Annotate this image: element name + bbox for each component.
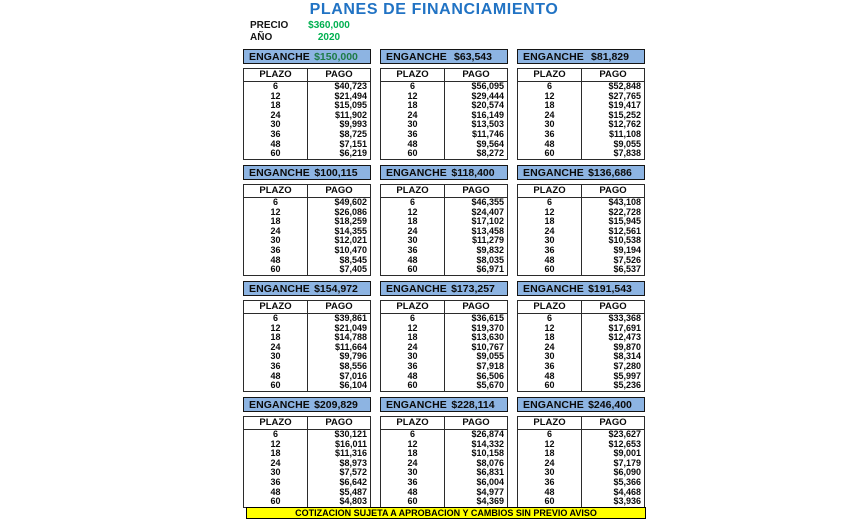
pago-cell: $9,993 bbox=[339, 119, 367, 130]
plazo-cell: 18 bbox=[381, 449, 445, 459]
plan-table bbox=[243, 300, 371, 392]
pago-cell: $13,630 bbox=[471, 332, 504, 343]
pago-cell: $5,487 bbox=[339, 486, 367, 497]
plan-table bbox=[517, 184, 645, 276]
table-row bbox=[381, 497, 507, 507]
enganche-value: $191,543 bbox=[588, 282, 632, 295]
pago-cell: $15,252 bbox=[608, 109, 641, 120]
pago-cell: $7,280 bbox=[613, 360, 641, 371]
pago-cell: $5,670 bbox=[476, 380, 504, 391]
pago-cell: $8,973 bbox=[339, 457, 367, 468]
pago-cell: $10,767 bbox=[471, 341, 504, 352]
plazo-cell: 60 bbox=[518, 265, 582, 275]
plazo-cell: 30 bbox=[381, 120, 445, 130]
pago-cell: $8,725 bbox=[339, 128, 367, 139]
plazo-cell: 18 bbox=[381, 217, 445, 227]
plazo-cell: 48 bbox=[381, 140, 445, 150]
plazo-cell: 12 bbox=[244, 208, 308, 218]
plazo-cell: 12 bbox=[381, 208, 445, 218]
pago-cell: $7,526 bbox=[613, 254, 641, 265]
pago-cell: $9,870 bbox=[613, 341, 641, 352]
pago-cell: $39,861 bbox=[334, 313, 367, 323]
enganche-header bbox=[517, 281, 645, 296]
plazo-cell: 48 bbox=[381, 372, 445, 382]
plazo-cell: 60 bbox=[518, 381, 582, 391]
plan-block bbox=[243, 397, 371, 508]
plazo-cell: 36 bbox=[518, 130, 582, 140]
enganche-value: $228,114 bbox=[451, 398, 495, 411]
pago-cell: $18,259 bbox=[334, 216, 367, 227]
pago-cell: $7,405 bbox=[339, 264, 367, 275]
plan-table bbox=[243, 184, 371, 276]
pago-column-header: PAGO bbox=[462, 301, 490, 312]
pago-cell: $26,086 bbox=[334, 206, 367, 217]
pago-cell: $11,108 bbox=[608, 128, 641, 139]
plazo-cell: 30 bbox=[244, 352, 308, 362]
pago-cell: $7,016 bbox=[339, 370, 367, 381]
enganche-header bbox=[380, 281, 508, 296]
pago-column-header: PAGO bbox=[462, 417, 490, 428]
pago-cell: $13,458 bbox=[471, 225, 504, 236]
plan-block bbox=[380, 281, 508, 392]
pago-cell: $3,936 bbox=[613, 496, 641, 507]
precio-value: $360,000 bbox=[308, 20, 350, 31]
pago-cell: $9,055 bbox=[613, 138, 641, 149]
plazo-cell: 24 bbox=[381, 227, 445, 237]
pago-cell: $26,874 bbox=[471, 429, 504, 439]
plazo-cell: 6 bbox=[518, 198, 582, 208]
anio-row bbox=[250, 32, 358, 44]
pago-cell: $9,001 bbox=[613, 448, 641, 459]
enganche-label: ENGANCHE bbox=[249, 282, 310, 295]
pago-cell: $6,104 bbox=[339, 380, 367, 391]
plazo-cell: 36 bbox=[518, 362, 582, 372]
pago-cell: $52,848 bbox=[608, 81, 641, 91]
plazo-column-header: PLAZO bbox=[381, 69, 445, 81]
plan-block bbox=[243, 49, 371, 160]
plazo-cell: 6 bbox=[244, 82, 308, 92]
plazo-column-header: PLAZO bbox=[381, 301, 445, 313]
plazo-cell: 6 bbox=[244, 430, 308, 440]
plan-block bbox=[243, 281, 371, 392]
pago-cell: $11,664 bbox=[334, 341, 367, 352]
plazo-cell: 30 bbox=[381, 352, 445, 362]
enganche-header bbox=[517, 49, 645, 64]
table-row bbox=[518, 149, 644, 159]
plazo-cell: 48 bbox=[381, 488, 445, 498]
plazo-cell: 18 bbox=[518, 449, 582, 459]
precio-row bbox=[250, 20, 358, 32]
enganche-label: ENGANCHE bbox=[386, 398, 447, 411]
plazo-cell: 60 bbox=[244, 149, 308, 159]
pago-cell: $5,366 bbox=[613, 476, 641, 487]
pago-cell: $20,574 bbox=[471, 100, 504, 111]
plazo-cell: 6 bbox=[381, 198, 445, 208]
pago-cell: $6,004 bbox=[476, 476, 504, 487]
plazo-column-header: PLAZO bbox=[518, 301, 582, 313]
pago-cell: $49,602 bbox=[334, 197, 367, 207]
enganche-label: ENGANCHE bbox=[249, 50, 310, 63]
plazo-cell: 12 bbox=[381, 440, 445, 450]
plazo-cell: 24 bbox=[381, 111, 445, 121]
pago-cell: $12,653 bbox=[608, 438, 641, 449]
plazo-cell: 60 bbox=[518, 149, 582, 159]
plazo-cell: 24 bbox=[244, 111, 308, 121]
enganche-label: ENGANCHE bbox=[523, 282, 584, 295]
plan-block bbox=[380, 397, 508, 508]
plazo-cell: 60 bbox=[518, 497, 582, 507]
pago-cell: $16,149 bbox=[471, 109, 504, 120]
pago-cell: $9,796 bbox=[339, 351, 367, 362]
plazo-cell: 12 bbox=[518, 208, 582, 218]
plan-block bbox=[380, 49, 508, 160]
pago-column-header: PAGO bbox=[325, 185, 353, 196]
plazo-cell: 18 bbox=[518, 101, 582, 111]
plazo-column-header: PLAZO bbox=[518, 185, 582, 197]
enganche-label: ENGANCHE bbox=[523, 50, 584, 63]
plazo-cell: 6 bbox=[381, 82, 445, 92]
plazo-cell: 48 bbox=[244, 256, 308, 266]
enganche-header bbox=[517, 397, 645, 412]
plazo-cell: 36 bbox=[244, 130, 308, 140]
plazo-cell: 6 bbox=[518, 430, 582, 440]
table-row bbox=[518, 265, 644, 275]
pago-cell: $27,765 bbox=[608, 90, 641, 101]
enganche-value: $100,115 bbox=[314, 166, 358, 179]
pago-cell: $6,219 bbox=[339, 148, 367, 159]
plazo-cell: 36 bbox=[381, 246, 445, 256]
plazo-cell: 30 bbox=[381, 236, 445, 246]
enganche-header bbox=[380, 165, 508, 180]
plazo-cell: 48 bbox=[244, 488, 308, 498]
pago-cell: $43,108 bbox=[608, 197, 641, 207]
pago-cell: $17,691 bbox=[608, 322, 641, 333]
pago-cell: $11,902 bbox=[334, 109, 367, 120]
table-row bbox=[381, 381, 507, 391]
pago-cell: $12,762 bbox=[608, 119, 641, 130]
pago-column-header: PAGO bbox=[599, 417, 627, 428]
plazo-cell: 18 bbox=[518, 333, 582, 343]
plazo-cell: 24 bbox=[381, 459, 445, 469]
pago-cell: $7,838 bbox=[613, 148, 641, 159]
plazo-cell: 60 bbox=[381, 149, 445, 159]
pago-cell: $19,370 bbox=[471, 322, 504, 333]
plazo-cell: 48 bbox=[244, 372, 308, 382]
plazo-column-header: PLAZO bbox=[244, 69, 308, 81]
plazo-cell: 30 bbox=[244, 236, 308, 246]
plazo-cell: 18 bbox=[518, 217, 582, 227]
pago-cell: $23,627 bbox=[608, 429, 641, 439]
plazo-column-header: PLAZO bbox=[381, 185, 445, 197]
plazo-cell: 60 bbox=[244, 381, 308, 391]
pago-cell: $29,444 bbox=[471, 90, 504, 101]
plan-table bbox=[517, 416, 645, 508]
pago-cell: $8,556 bbox=[339, 360, 367, 371]
pago-cell: $12,473 bbox=[608, 332, 641, 343]
plazo-cell: 30 bbox=[518, 352, 582, 362]
pago-column-header: PAGO bbox=[599, 301, 627, 312]
pago-cell: $4,803 bbox=[339, 496, 367, 507]
plan-block bbox=[517, 165, 645, 276]
plazo-cell: 6 bbox=[518, 314, 582, 324]
plazo-cell: 48 bbox=[244, 140, 308, 150]
pago-column-header: PAGO bbox=[325, 69, 353, 80]
enganche-header bbox=[243, 165, 371, 180]
plazo-cell: 24 bbox=[518, 227, 582, 237]
plazo-cell: 18 bbox=[244, 449, 308, 459]
pago-cell: $14,332 bbox=[471, 438, 504, 449]
plan-block bbox=[243, 165, 371, 276]
plazo-column-header: PLAZO bbox=[381, 417, 445, 429]
pago-cell: $8,272 bbox=[476, 148, 504, 159]
pago-cell: $36,615 bbox=[471, 313, 504, 323]
plazo-cell: 24 bbox=[518, 459, 582, 469]
enganche-label: ENGANCHE bbox=[386, 166, 447, 179]
pago-cell: $30,121 bbox=[334, 429, 367, 439]
price-info bbox=[250, 20, 358, 44]
plazo-column-header: PLAZO bbox=[518, 69, 582, 81]
enganche-header bbox=[243, 49, 371, 64]
plazo-cell: 12 bbox=[518, 440, 582, 450]
plazo-cell: 30 bbox=[518, 468, 582, 478]
plazo-cell: 48 bbox=[518, 488, 582, 498]
plazo-cell: 36 bbox=[244, 246, 308, 256]
pago-cell: $6,506 bbox=[476, 370, 504, 381]
plazo-cell: 36 bbox=[381, 130, 445, 140]
plazo-cell: 6 bbox=[518, 82, 582, 92]
plazo-cell: 60 bbox=[381, 265, 445, 275]
pago-cell: $4,977 bbox=[476, 486, 504, 497]
plazo-cell: 12 bbox=[518, 324, 582, 334]
enganche-value: $173,257 bbox=[451, 282, 495, 295]
enganche-label: ENGANCHE bbox=[523, 166, 584, 179]
enganche-value: $136,686 bbox=[588, 166, 632, 179]
plazo-cell: 6 bbox=[381, 430, 445, 440]
plazo-cell: 30 bbox=[518, 236, 582, 246]
plazo-cell: 36 bbox=[518, 246, 582, 256]
pago-cell: $11,316 bbox=[334, 448, 367, 459]
plazo-cell: 60 bbox=[244, 265, 308, 275]
plan-table bbox=[380, 416, 508, 508]
plazo-cell: 60 bbox=[381, 381, 445, 391]
enganche-value: $63,543 bbox=[454, 50, 492, 63]
pago-cell: $7,179 bbox=[613, 457, 641, 468]
plan-table bbox=[243, 416, 371, 508]
plazo-cell: 18 bbox=[244, 101, 308, 111]
plazo-cell: 12 bbox=[381, 92, 445, 102]
plazo-cell: 36 bbox=[244, 478, 308, 488]
footer-notice: COTIZACION SUJETA A APROBACION Y CAMBIOS SIN PREVIO AVISO bbox=[246, 507, 646, 519]
pago-cell: $14,788 bbox=[334, 332, 367, 343]
pago-column-header: PAGO bbox=[325, 301, 353, 312]
plazo-cell: 36 bbox=[518, 478, 582, 488]
plazo-cell: 24 bbox=[518, 343, 582, 353]
plazo-cell: 30 bbox=[244, 468, 308, 478]
plazo-cell: 48 bbox=[381, 256, 445, 266]
pago-column-header: PAGO bbox=[599, 69, 627, 80]
pago-cell: $7,572 bbox=[339, 467, 367, 478]
table-row bbox=[518, 381, 644, 391]
pago-cell: $6,831 bbox=[476, 467, 504, 478]
plazo-cell: 12 bbox=[244, 324, 308, 334]
table-row bbox=[244, 265, 370, 275]
pago-column-header: PAGO bbox=[599, 185, 627, 196]
pago-cell: $40,723 bbox=[334, 81, 367, 91]
plazo-cell: 18 bbox=[381, 101, 445, 111]
enganche-label: ENGANCHE bbox=[386, 50, 447, 63]
pago-cell: $15,095 bbox=[334, 100, 367, 111]
enganche-header bbox=[380, 49, 508, 64]
plazo-cell: 36 bbox=[381, 362, 445, 372]
pago-cell: $21,049 bbox=[334, 322, 367, 333]
plan-table bbox=[380, 184, 508, 276]
pago-cell: $56,095 bbox=[471, 81, 504, 91]
precio-label: PRECIO bbox=[250, 20, 289, 31]
table-row bbox=[381, 149, 507, 159]
enganche-value: $81,829 bbox=[591, 50, 629, 63]
plazo-cell: 18 bbox=[244, 217, 308, 227]
plazo-cell: 48 bbox=[518, 140, 582, 150]
plazo-cell: 12 bbox=[518, 92, 582, 102]
pago-cell: $4,369 bbox=[476, 496, 504, 507]
pago-cell: $7,151 bbox=[339, 138, 367, 149]
enganche-value: $154,972 bbox=[314, 282, 358, 295]
pago-cell: $9,564 bbox=[476, 138, 504, 149]
enganche-label: ENGANCHE bbox=[523, 398, 584, 411]
plan-block bbox=[517, 281, 645, 392]
enganche-value: $209,829 bbox=[314, 398, 358, 411]
pago-cell: $6,971 bbox=[476, 264, 504, 275]
pago-cell: $11,746 bbox=[471, 128, 504, 139]
plazo-cell: 18 bbox=[381, 333, 445, 343]
plazo-cell: 24 bbox=[244, 459, 308, 469]
enganche-label: ENGANCHE bbox=[249, 166, 310, 179]
plan-block bbox=[517, 397, 645, 508]
pago-cell: $46,355 bbox=[471, 197, 504, 207]
pago-cell: $17,102 bbox=[471, 216, 504, 227]
table-row bbox=[381, 265, 507, 275]
pago-cell: $9,832 bbox=[476, 244, 504, 255]
pago-cell: $15,945 bbox=[608, 216, 641, 227]
pago-column-header: PAGO bbox=[462, 185, 490, 196]
plazo-cell: 48 bbox=[518, 372, 582, 382]
table-row bbox=[244, 381, 370, 391]
table-row bbox=[244, 149, 370, 159]
pago-cell: $9,194 bbox=[613, 244, 641, 255]
pago-cell: $12,561 bbox=[608, 225, 641, 236]
pago-cell: $8,035 bbox=[476, 254, 504, 265]
plazo-cell: 30 bbox=[518, 120, 582, 130]
plazo-cell: 24 bbox=[518, 111, 582, 121]
pago-column-header: PAGO bbox=[462, 69, 490, 80]
enganche-header bbox=[243, 281, 371, 296]
plans-grid bbox=[243, 49, 645, 508]
plazo-cell: 24 bbox=[381, 343, 445, 353]
plan-table bbox=[517, 68, 645, 160]
anio-value: 2020 bbox=[317, 32, 341, 43]
plazo-column-header: PLAZO bbox=[518, 417, 582, 429]
plazo-cell: 12 bbox=[244, 440, 308, 450]
pago-cell: $6,537 bbox=[613, 264, 641, 275]
pago-cell: $10,158 bbox=[471, 448, 504, 459]
pago-cell: $10,538 bbox=[608, 235, 641, 246]
pago-cell: $16,011 bbox=[334, 438, 367, 449]
plan-table bbox=[517, 300, 645, 392]
pago-cell: $6,642 bbox=[339, 476, 367, 487]
anio-label: AÑO bbox=[250, 32, 273, 43]
plazo-cell: 36 bbox=[381, 478, 445, 488]
plazo-cell: 30 bbox=[244, 120, 308, 130]
plan-block bbox=[380, 165, 508, 276]
plazo-cell: 6 bbox=[381, 314, 445, 324]
pago-cell: $6,090 bbox=[613, 467, 641, 478]
plazo-cell: 30 bbox=[381, 468, 445, 478]
pago-cell: $10,470 bbox=[334, 244, 367, 255]
pago-cell: $22,728 bbox=[608, 206, 641, 217]
plazo-cell: 24 bbox=[244, 343, 308, 353]
enganche-value: $150,000 bbox=[314, 50, 358, 63]
plazo-column-header: PLAZO bbox=[244, 417, 308, 429]
pago-cell: $9,055 bbox=[476, 351, 504, 362]
plan-table bbox=[380, 300, 508, 392]
plazo-cell: 36 bbox=[244, 362, 308, 372]
pago-cell: $13,503 bbox=[471, 119, 504, 130]
enganche-header bbox=[380, 397, 508, 412]
table-row bbox=[244, 497, 370, 507]
pago-cell: $4,468 bbox=[613, 486, 641, 497]
plan-block bbox=[517, 49, 645, 160]
enganche-label: ENGANCHE bbox=[249, 398, 310, 411]
plazo-cell: 60 bbox=[244, 497, 308, 507]
enganche-header bbox=[243, 397, 371, 412]
plazo-column-header: PLAZO bbox=[244, 301, 308, 313]
page-title: PLANES DE FINANCIAMIENTO bbox=[309, 1, 559, 18]
pago-cell: $14,355 bbox=[334, 225, 367, 236]
pago-cell: $8,076 bbox=[476, 457, 504, 468]
pago-column-header: PAGO bbox=[325, 417, 353, 428]
plan-table bbox=[243, 68, 371, 160]
pago-cell: $8,545 bbox=[339, 254, 367, 265]
pago-cell: $19,417 bbox=[608, 100, 641, 111]
plazo-cell: 12 bbox=[381, 324, 445, 334]
enganche-header bbox=[517, 165, 645, 180]
plan-table bbox=[380, 68, 508, 160]
pago-cell: $5,997 bbox=[613, 370, 641, 381]
enganche-value: $118,400 bbox=[451, 166, 495, 179]
enganche-value: $246,400 bbox=[588, 398, 632, 411]
table-row bbox=[518, 497, 644, 507]
plazo-cell: 18 bbox=[244, 333, 308, 343]
plazo-column-header: PLAZO bbox=[244, 185, 308, 197]
plazo-cell: 48 bbox=[518, 256, 582, 266]
pago-cell: $5,236 bbox=[613, 380, 641, 391]
plazo-cell: 24 bbox=[244, 227, 308, 237]
plazo-cell: 6 bbox=[244, 198, 308, 208]
pago-cell: $7,918 bbox=[476, 360, 504, 371]
enganche-label: ENGANCHE bbox=[386, 282, 447, 295]
pago-cell: $8,314 bbox=[613, 351, 641, 362]
pago-cell: $12,021 bbox=[334, 235, 367, 246]
pago-cell: $33,368 bbox=[608, 313, 641, 323]
pago-cell: $11,279 bbox=[471, 235, 504, 246]
pago-cell: $24,407 bbox=[471, 206, 504, 217]
plazo-cell: 60 bbox=[381, 497, 445, 507]
pago-cell: $21,494 bbox=[334, 90, 367, 101]
plazo-cell: 12 bbox=[244, 92, 308, 102]
plazo-cell: 6 bbox=[244, 314, 308, 324]
